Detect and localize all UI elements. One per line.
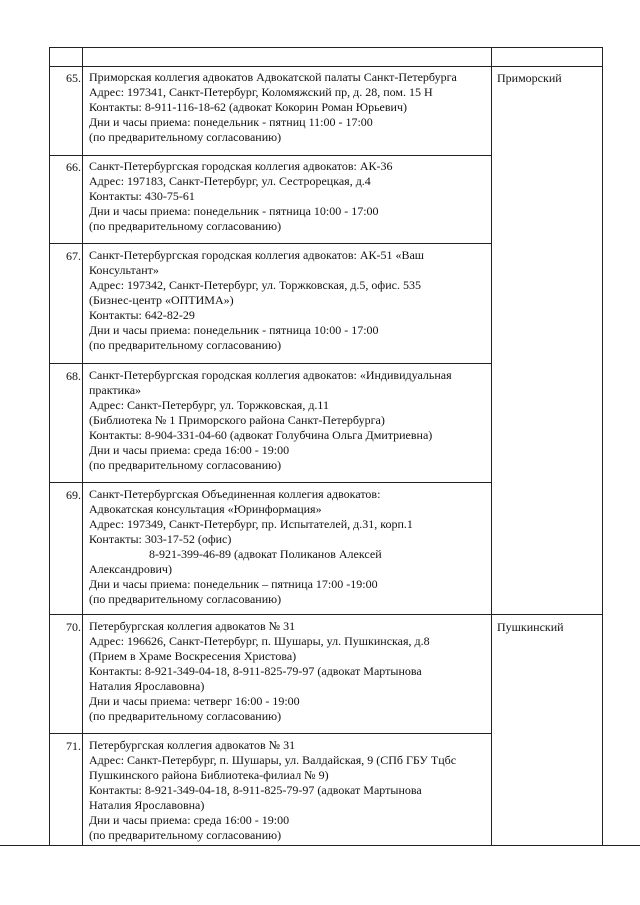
row-number: 68.: [66, 369, 81, 383]
row-divider-67: [49, 363, 492, 364]
entry-line: (Прием в Храме Воскресения Христова): [89, 649, 297, 663]
entry-line: 8-921-399-46-89 (адвокат Поликанов Алексей: [149, 547, 382, 561]
entry-line: (по предварительному согласованию): [89, 130, 282, 144]
page-bottom-line: [0, 845, 640, 846]
entry-line: Дни и часы приема: понедельник - пятница 10:00 - 17:00: [89, 204, 379, 218]
table-row: [89, 487, 489, 607]
district-primorsky: Приморский: [497, 71, 562, 85]
row-divider-69: [49, 614, 603, 615]
entry-line: Санкт-Петербургская городская коллегия адвокатов: АК-51 «Ваш: [89, 248, 425, 262]
table-border-left: [49, 47, 50, 845]
entry-line: Консультант»: [89, 263, 159, 277]
entry-line: Адрес: 197183, Санкт-Петербург, ул. Сестрорецкая, д.4: [89, 174, 371, 188]
row-number: 66.: [66, 160, 81, 174]
entry-line: Дни и часы приема: четверг 16:00 - 19:00: [89, 694, 300, 708]
entry-line: Адрес: 197341, Санкт-Петербург, Коломяжский пр, д. 28, пом. 15 Н: [89, 85, 433, 99]
entry-line: (по предварительному согласованию): [89, 338, 282, 352]
entry-line: (Бизнес-центр «ОПТИМА»): [89, 293, 234, 307]
row-number: 70.: [66, 620, 81, 634]
table-row: [89, 159, 489, 234]
entry-line: Петербургская коллегия адвокатов № 31: [89, 738, 296, 752]
entry-line: Приморская коллегия адвокатов Адвокатской палаты Санкт-Петербурга: [89, 70, 457, 84]
row-divider-68: [49, 482, 492, 483]
row-divider-66: [49, 243, 492, 244]
table-border-number-col: [82, 47, 83, 845]
row-divider-header: [49, 66, 603, 67]
entry-line: Наталия Ярославовна): [89, 798, 205, 812]
entry-line: Адрес: 197349, Санкт-Петербург, пр. Испытателей, д.31, корп.1: [89, 517, 413, 531]
entry-line: (по предварительному согласованию): [89, 709, 282, 723]
entry-line: Контакты: 8-911-116-18-62 (адвокат Кокорин Роман Юрьевич): [89, 100, 407, 114]
entry-line: (по предварительному согласованию): [89, 458, 282, 472]
entry-line: (по предварительному согласованию): [89, 828, 282, 842]
entry-line: Дни и часы приема: среда 16:00 - 19:00: [89, 813, 290, 827]
entry-line: Санкт-Петербургская городская коллегия адвокатов: «Индивидуальная: [89, 368, 452, 382]
table-row: [89, 619, 489, 724]
entry-line: (по предварительному согласованию): [89, 219, 282, 233]
entry-line: Дни и часы приема: среда 16:00 - 19:00: [89, 443, 290, 457]
entry-line: Контакты: 430-75-61: [89, 189, 195, 203]
table-row: [89, 70, 489, 145]
entry-line: Петербургская коллегия адвокатов № 31: [89, 619, 296, 633]
row-number: 65.: [66, 71, 81, 85]
entry-line: Александрович): [89, 562, 172, 576]
row-number: 67.: [66, 249, 81, 263]
entry-line: Адвокатская консультация «Юринформация»: [89, 502, 322, 516]
table-row: [89, 248, 489, 353]
entry-line: Контакты: 642-82-29: [89, 308, 195, 322]
entry-line: Адрес: 197342, Санкт-Петербург, ул. Торжковская, д.5, офис. 535: [89, 278, 421, 292]
entry-line: (Библиотека № 1 Приморского района Санкт-Петербурга): [89, 413, 385, 427]
entry-line: Контакты: 8-904-331-04-60 (адвокат Голубчина Ольга Дмитриевна): [89, 428, 433, 442]
row-number: 71.: [66, 739, 81, 753]
table-row: [89, 368, 489, 473]
entry-line: Дни и часы приема: понедельник – пятница 17:00 -19:00: [89, 577, 378, 591]
table-row: [89, 738, 489, 843]
table-border-district-col: [491, 47, 492, 845]
row-divider-65: [49, 155, 492, 156]
row-number: 69.: [66, 488, 81, 502]
entry-line: Адрес: Санкт-Петербург, ул. Торжковская, д.11: [89, 398, 329, 412]
entry-line: Дни и часы приема: понедельник - пятница 10:00 - 17:00: [89, 323, 379, 337]
entry-line: Санкт-Петербургская городская коллегия адвокатов: АК-36: [89, 159, 393, 173]
entry-line: Контакты: 8-921-349-04-18, 8-911-825-79-97 (адвокат Мартынова: [89, 664, 422, 678]
entry-line: Дни и часы приема: понедельник - пятниц 11:00 - 17:00: [89, 115, 373, 129]
entry-line: практика»: [89, 383, 142, 397]
entry-line: Наталия Ярославовна): [89, 679, 205, 693]
table-border-top: [49, 47, 603, 48]
entry-line: Адрес: 196626, Санкт-Петербург, п. Шушары, ул. Пушкинская, д.8: [89, 634, 430, 648]
row-divider-70: [49, 733, 492, 734]
entry-line: Пушкинского района Библиотека-филиал № 9): [89, 768, 329, 782]
entry-line: (по предварительному согласованию): [89, 592, 282, 606]
district-pushkinsky: Пушкинский: [497, 620, 564, 634]
table-border-right: [602, 47, 603, 845]
entry-line: Контакты: 8-921-349-04-18, 8-911-825-79-97 (адвокат Мартынова: [89, 783, 422, 797]
entry-line: Адрес: Санкт-Петербург, п. Шушары, ул. Валдайская, 9 (СПб ГБУ Тцбс: [89, 753, 457, 767]
entry-line: Контакты: 303-17-52 (офис): [89, 532, 232, 546]
entry-line: Санкт-Петербургская Объединенная коллегия адвокатов:: [89, 487, 381, 501]
